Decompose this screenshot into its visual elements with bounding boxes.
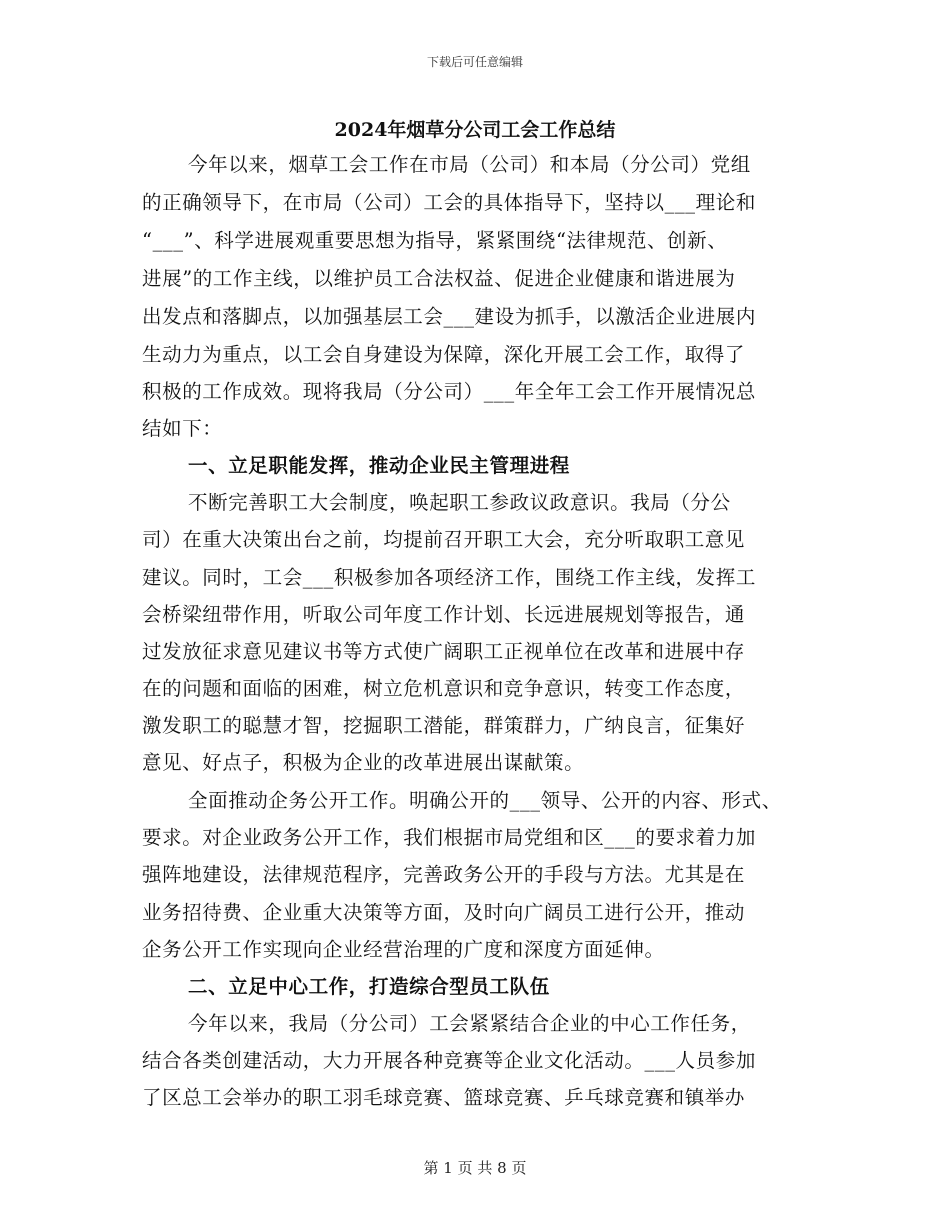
paragraph-line: 今年以来，烟草工会工作在市局（公司）和本局（分公司）党组: [188, 153, 751, 176]
paragraph-line: 今年以来，我局（分公司）工会紧紧结合企业的中心工作任务，: [188, 1012, 751, 1035]
paragraph-line: 全面推动企务公开工作。明确公开的___领导、公开的内容、形式、: [188, 789, 782, 812]
paragraph-line: 的正确领导下，在市局（公司）工会的具体指导下，坚持以___理论和: [142, 191, 756, 214]
section-heading: 一、立足职能发挥，推动企业民主管理进程: [188, 454, 570, 477]
paragraph-line: 企务公开工作实现向企业经营治理的广度和深度方面延伸。: [142, 938, 665, 961]
paragraph-line: 建议。同时，工会___积极参加各项经济工作，围绕工作主线，发挥工: [142, 566, 756, 589]
paragraph-line: 强阵地建设，法律规范程序，完善政务公开的手段与方法。尤其是在: [142, 863, 746, 886]
paragraph-line: 激发职工的聪慧才智，挖掘职工潜能，群策群力，广纳良言，征集好: [142, 714, 746, 737]
section-heading: 二、立足中心工作，打造综合型员工队伍: [188, 975, 550, 998]
paragraph-line: 积极的工作成效。现将我局（分公司）___年全年工会工作开展情况总: [142, 380, 756, 403]
paragraph-line: 结如下：: [142, 417, 223, 440]
paragraph-line: 要求。对企业政务公开工作，我们根据市局党组和区___的要求着力加: [142, 826, 756, 849]
document-title: 2024年烟草分公司工会工作总结: [334, 119, 616, 141]
page-footer: 第 1 页 共 8 页: [423, 1159, 527, 1177]
paragraph-line: 司）在重大决策出台之前，均提前召开职工大会，充分听取职工意见: [142, 528, 746, 551]
paragraph-line: 意见、好点子，积极为企业的改革进展出谋献策。: [142, 751, 585, 774]
paragraph-line: 了区总工会举办的职工羽毛球竞赛、篮球竞赛、乒乓球竞赛和镇举办: [142, 1086, 746, 1109]
paragraph-line: 不断完善职工大会制度，唤起职工参政议政意识。我局（分公: [188, 491, 731, 514]
paragraph-line: 进展”的工作主线，以维护员工合法权益、促进企业健康和谐进展为: [142, 267, 736, 290]
paragraph-line: “___”、科学进展观重要思想为指导，紧紧围绕“法律规范、创新、: [142, 229, 728, 252]
paragraph-line: 会桥梁纽带作用，听取公司年度工作计划、长远进展规划等报告，通: [142, 603, 746, 626]
paragraph-line: 业务招待费、企业重大决策等方面，及时向广阔员工进行公开，推动: [142, 901, 746, 924]
paragraph-line: 结合各类创建活动，大力开展各种竞赛等企业文化活动。___人员参加: [142, 1049, 756, 1072]
paragraph-line: 出发点和落脚点，以加强基层工会___建设为抓手，以激活企业进展内: [142, 305, 756, 328]
page-header: 下载后可任意编辑: [426, 55, 523, 69]
paragraph-line: 在的问题和面临的困难，树立危机意识和竞争意识，转变工作态度，: [142, 677, 746, 700]
paragraph-line: 过发放征求意见建议书等方式使广阔职工正视单位在改革和进展中存: [142, 640, 746, 663]
paragraph-line: 生动力为重点，以工会自身建设为保障，深化开展工会工作，取得了: [142, 343, 746, 366]
